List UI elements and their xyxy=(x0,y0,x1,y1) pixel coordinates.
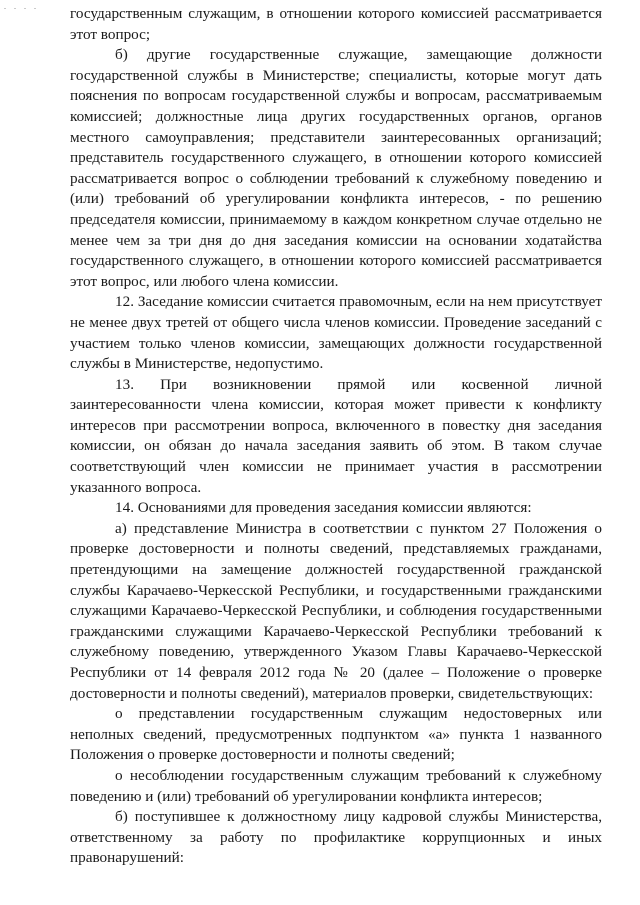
paragraph-item-b-participants: б) другие государственные служащие, замещающие должности государственной службы в Министерстве; специалисты, которые могут дать пояснения по вопросам государственной службы и вопросам, рассматриваемым комиссией; должностные лица других государственных органов, органов местного самоуправления; представители заинтересованных организаций; представитель государственного служащего, в отношении которого комиссией рассматривается вопрос о соблюдении требований к служебному поведению и (или) требований об урегулировании конфликта интересов, - по решению председателя комиссии, принимаемому в каждом конкретном случае отдельно не менее чем за три дня до дня заседания комиссии на основании ходатайства государственного служащего, в отношении которого комиссией рассматривается этот вопрос, или любого члена комиссии. xyxy=(70,46,602,290)
paragraph-12-quorum: 12. Заседание комиссии считается правомочным, если на нем присутствует не менее двух третей от общего числа членов комиссии. Проведение заседаний с участием только членов комиссии, замещающих должности государственной службы в Министерстве, недопустимо. xyxy=(70,293,602,373)
scan-artifact-marks: . . . . xyxy=(4,2,39,11)
paragraph-14a-item-false-info: о представлении государственным служащим недостоверных или неполных сведений, предусмотренных подпунктом «а» пункта 1 названного Положения о проверке достоверности и полноты сведений; xyxy=(70,705,602,764)
paragraph-14-grounds: 14. Основаниями для проведения заседания комиссии являются: xyxy=(115,499,532,517)
paragraph-continuation: государственным служащим, в отношении которого комиссией рассматривается этот вопрос; xyxy=(70,5,602,43)
paragraph-14b-received: б) поступившее к должностному лицу кадровой службы Министерства, ответственному за работу по профилактике коррупционных и иных правонарушений: xyxy=(70,808,602,867)
paragraph-13-conflict: 13. При возникновении прямой или косвенной личной заинтересованности члена комиссии, которая может привести к конфликту интересов при рассмотрении вопроса, включенного в повестку дня заседания комиссии, он обязан до начала заседания заявить об этом. В таком случае соответствующий член комиссии не принимает участия в рассмотрении указанного вопроса. xyxy=(70,375,602,496)
document-page xyxy=(70,4,602,869)
paragraph-14a-minister-submission: а) представление Министра в соответствии с пунктом 27 Положения о проверке достоверности и полноты сведений, представляемых гражданами, претендующими на замещение должностей государственной гражданской службы Карачаево-Черкесской Республики, и государственными гражданскими служащими Карачаево-Черкесской Республики, и соблюдения государственными гражданскими служащими Карачаево-Черкесской Республики требований к служебному поведению, утвержденного Указом Главы Карачаево-Черкесской Республики от 14 февраля 2012 года № 20 (далее – Положение о проверке достоверности и полноты сведений), материалов проверки, свидетельствующих: xyxy=(70,519,602,702)
paragraph-14a-item-noncompliance: о несоблюдении государственным служащим требований к служебному поведению и (или) требований об урегулировании конфликта интересов; xyxy=(70,766,602,805)
